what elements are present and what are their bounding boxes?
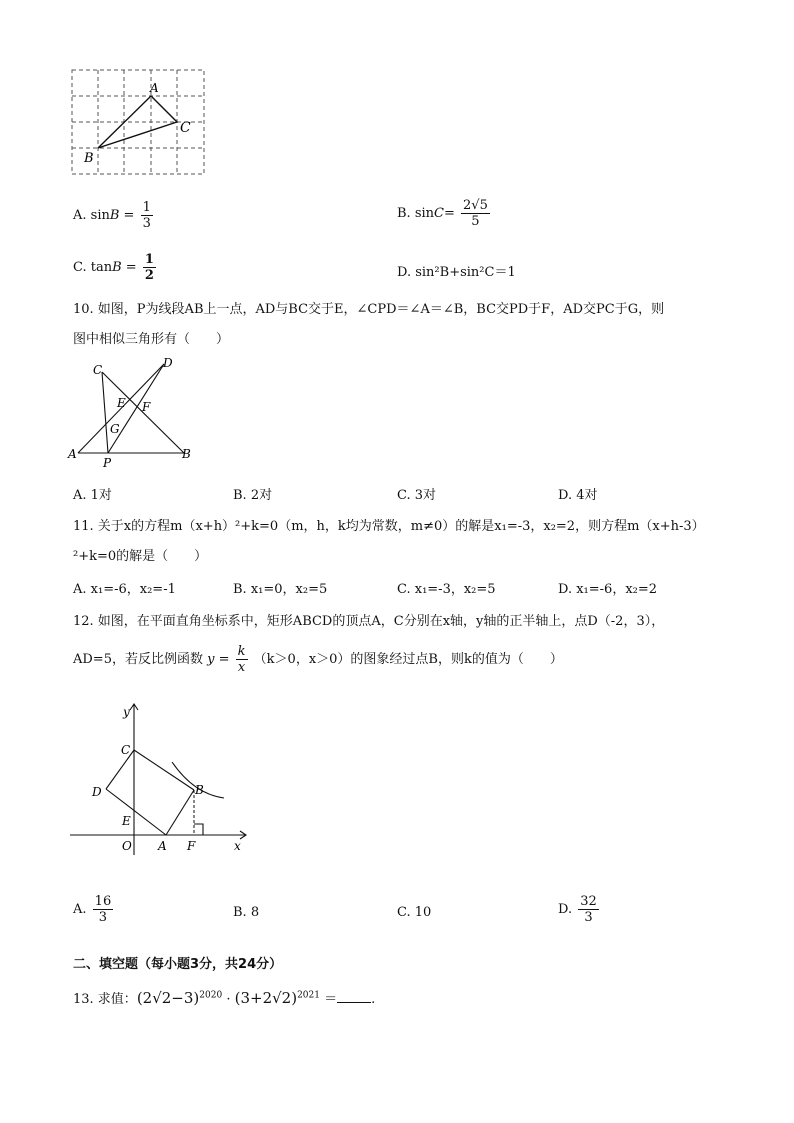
q12-stem-line1: 12. 如图，在平面直角坐标系中，矩形ABCD的顶点A，C分别在x轴，y轴的正半轴上，点D（-2，3）， [73, 614, 665, 629]
q12-option-c: C. 10 [397, 905, 432, 920]
q10-label-f: F [142, 400, 151, 414]
q10-option-b: B. 2对 [233, 488, 273, 503]
q12-label-y: y [123, 705, 130, 719]
q9-option-a: A. sinB = $\frac{1}{3}$ [73, 200, 151, 231]
section-2-title: 二、填空题（每小题3分，共24分） [73, 957, 283, 972]
q11-stem-line2: ²+k=0的解是（ ） [73, 549, 208, 564]
q12-stem-line2: AD=5，若反比例函数 y = $\frac{k}{x}$ （k＞0，x＞0）的图象经过点B，则k的值为（ ） [73, 644, 563, 675]
q11-stem-line1: 11. 关于x的方程m（x+h）²+k=0（m，h，k均为常数，m≠0）的解是x₁=-3，x₂=2，则方程m（x+h-3） [73, 519, 705, 534]
q12-label-b: B [195, 783, 204, 797]
q10-label-e: E [117, 396, 126, 410]
q12-option-a: A. $\frac{16}{3}$ [73, 894, 112, 925]
q9-grid-figure [62, 62, 212, 182]
q11-option-d: D. x₁=-6，x₂=2 [558, 582, 658, 597]
q9-label-c: C [180, 120, 191, 136]
q10-figure [66, 352, 201, 470]
q12-label-o: O [122, 839, 132, 853]
q12-coordinate-figure [66, 700, 256, 860]
q9-option-c: C. tanB = $\frac{1}{2}$ [73, 252, 154, 283]
q10-stem-line2: 图中相似三角形有（ ） [73, 332, 230, 347]
q10-label-a: A [68, 447, 77, 461]
q13-answer-blank[interactable] [337, 1002, 371, 1003]
q10-label-c: C [93, 363, 103, 377]
q12-option-b: B. 8 [233, 905, 260, 920]
q11-option-c: C. x₁=-3，x₂=5 [397, 582, 496, 597]
q11-option-a: A. x₁=-6，x₂=-1 [73, 582, 176, 597]
q9-label-a: A [150, 81, 159, 95]
q12-label-c: C [121, 743, 131, 757]
q10-label-g: G [110, 422, 120, 436]
q10-label-b: B [182, 447, 191, 461]
q10-option-d: D. 4对 [558, 488, 598, 503]
q10-option-c: C. 3对 [397, 488, 437, 503]
q12-label-f: F [187, 839, 196, 853]
q12-label-d: D [92, 785, 102, 799]
q9-option-d: D. sin²B+sin²C＝1 [397, 265, 516, 280]
q12-label-e: E [122, 814, 131, 828]
q9-label-b: B [84, 151, 94, 166]
q10-option-a: A. 1对 [73, 488, 112, 503]
q12-option-d: D. $\frac{32}{3}$ [558, 894, 597, 925]
q10-stem-line1: 10. 如图，P为线段AB上一点，AD与BC交于E，∠CPD＝∠A＝∠B，BC交PD于F，AD交PC于G，则 [73, 302, 665, 317]
q12-label-x: x [234, 839, 241, 853]
q10-label-p: P [103, 456, 112, 470]
q12-label-a: A [158, 839, 167, 853]
q13-expression: 13. 求值：$(2√2-3)^{2020} \cdot (3+2√2)^{2021}$ ＝ . [73, 989, 376, 1007]
q9-option-b: B. sinC= $\frac{2√5}{5}$ [397, 198, 488, 229]
q11-option-b: B. x₁=0，x₂=5 [233, 582, 328, 597]
q10-label-d: D [163, 356, 173, 370]
